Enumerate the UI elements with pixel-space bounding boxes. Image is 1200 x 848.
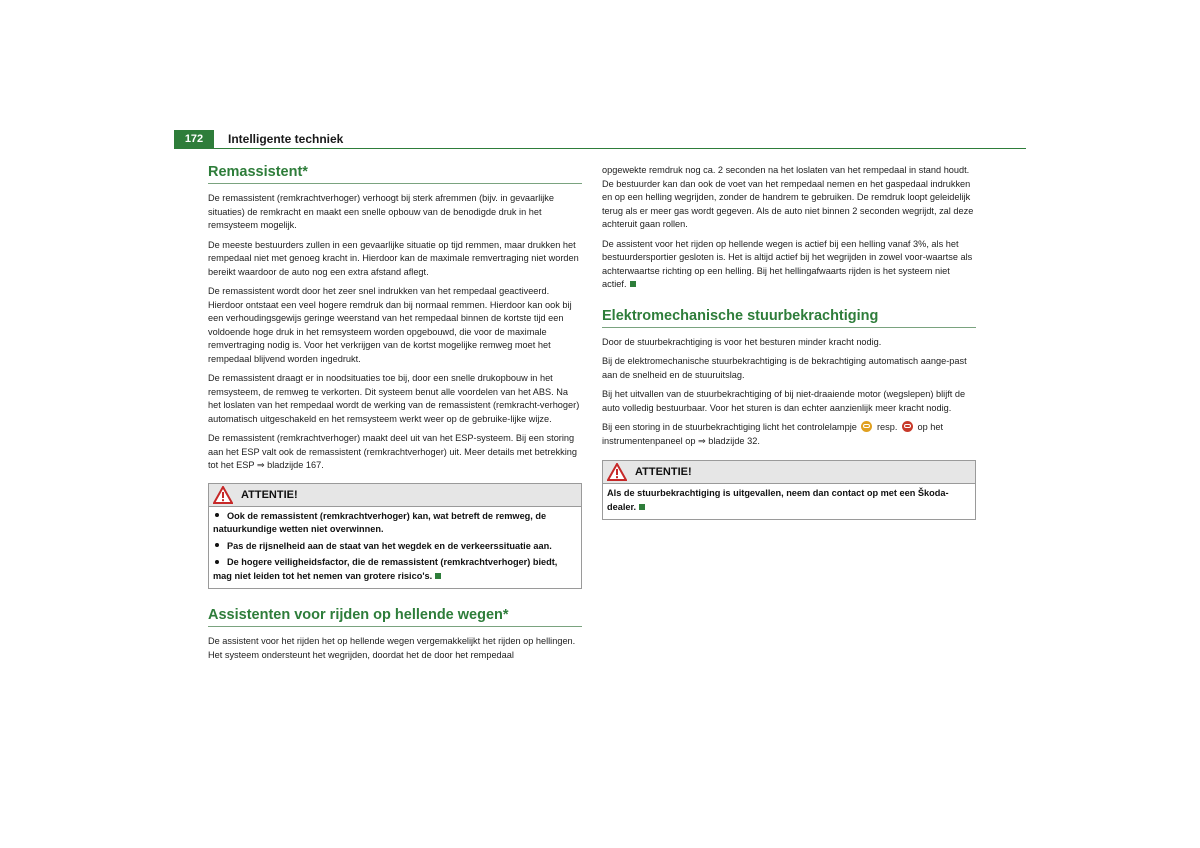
warning-item: Pas de rijsnelheid aan de staat van het wegdek en de verkeerssituatie aan. [213,540,577,554]
warning-item: Ook de remassistent (remkrachtverhoger) kan, wat betreft de remweg, de natuurkundige wetten niet overwinnen. [213,510,547,534]
left-column [208,164,582,668]
paragraph: Bij het uitvallen van de stuurbekrachtiging of bij niet-draaiende motor (wegslepen) blijft de auto volledig bestuurbaar. Voor het sturen is dan echter aanzienlijk meer kracht nodig. [602,389,966,413]
steering-warning-yellow-icon [861,421,872,432]
warning-text: Als de stuurbekrachtiging is uitgevallen, neem dan contact op met een Škoda-dealer. [607,488,949,512]
paragraph: opgewekte remdruk nog ca. 2 seconden na het loslaten van het rempedaal in stand houdt. De bestuurder kan dan ook de voet van het rempedaal nemen en het gaspedaal indrukken en op een helling wegrijden, zonder de handrem te gebruiken. De remdruk loopt geleidelijk terug als er meer gas wordt gegeven. Als de auto niet binnen 2 seconden wegrijdt, zal deze achteruit gaan rollen. [602,165,974,229]
header-divider [174,148,1026,149]
warning-triangle-icon [607,463,627,481]
bullet-icon [215,560,219,564]
paragraph: De meeste bestuurders zullen in een gevaarlijke situatie op tijd remmen, maar drukken het rempedaal niet met genoeg kracht in. Hierdoor kan de maximale remvertraging niet worden bereikt waardoor de auto nog een extra afstand aflegt. [208,239,579,277]
paragraph: Door de stuurbekrachtiging is voor het besturen minder kracht nodig. [602,336,882,347]
warning-label: ATTENTIE! [241,488,298,501]
running-title: Intelligente techniek [228,132,344,146]
end-of-section-icon [435,573,441,579]
page-number: 172 [174,130,214,148]
paragraph: De assistent voor het rijden het op hellende wegen vergemakkelijkt het rijden op hellingen. Het systeem ondersteunt het wegrijden, doordat het de door het rempedaal [208,636,576,660]
warning-label: ATTENTIE! [635,466,692,478]
warning-box [208,483,582,590]
paragraph: De remassistent (remkrachtverhoger) maakt deel uit van het ESP-systeem. Bij een storing aan het ESP valt ook de remassistent (remkrachtverhoger) uit. Meer details met betrekking tot het ESP ⇒ bladzijde 167. [208,433,578,470]
section-title-remassistent: Remassistent* [208,164,582,184]
paragraph: De remassistent (remkrachtverhoger) verhoogt bij sterk afremmen (bijv. in gevaarlijke situaties) de remkracht en maakt een snelle opbouw van de benodigde druk in het remsysteem mogelijk. [208,193,555,230]
section-title-steering: Elektromechanische stuurbekrachtiging [602,308,976,328]
warning-body [603,484,975,519]
paragraph: De assistent voor het rijden op hellende wegen is actief bij een helling vanaf 3%, als het bestuurdersportier gesloten is. Het is altijd actief bij het wegrijden in zowel voor-waartse als achterwaartse richting op een helling. Bij het hellingafwaarts rijden is het systeem niet actief. [602,238,973,289]
paragraph: Bij de elektromechanische stuurbekrachtiging is de bekrachtiging automatisch aange-past aan de snelheid en de stuuruitslag. [602,356,967,380]
bullet-icon [215,513,219,517]
bullet-icon [215,543,219,547]
warning-header [603,461,975,484]
paragraph-lamp: Bij een storing in de stuurbekrachtiging licht het controlelampje resp. op het instrumentenpaneel op ⇒ bladzijde 32. [602,422,944,446]
warning-header [209,484,581,507]
paragraph: De remassistent wordt door het zeer snel indrukken van het rempedaal geactiveerd. Hierdoor ontstaat een veel hogere remdruk dan bij normaal remmen. Hierdoor kan ook bij een verhoudingsgewijs geringe weerstand van het rempedaal binnen de kortste tijd een voldoende hoge druk in het remsysteem worden opgebouwd, die voor de maximale remvertraging nodig is. Voor het verkrijgen van de kortst mogelijke remweg moet het rempedaal blijvend worden ingedrukt. [208,286,572,364]
warning-box [602,460,976,520]
end-of-section-icon [630,281,636,287]
warning-item: De hogere veiligheidsfactor, die de remassistent (remkrachtverhoger) biedt, mag niet leiden tot het nemen van grotere risico's. [213,557,558,581]
section-title-hill-assist: Assistenten voor rijden op hellende wegen* [208,607,582,627]
paragraph: De remassistent draagt er in noodsituaties toe bij, door een snelle drukopbouw in het remsysteem, de remweg te verkorten. Dit systeem benut alle voordelen van het ABS. Na het loslaten van het rempedaal wordt de werking van de remassistent (remkracht-verhoger) automatisch uitgeschakeld en het remsysteem werkt weer op de gebruike-lijke wijze. [208,373,580,424]
right-column [602,164,976,538]
warning-body [209,507,581,589]
steering-warning-red-icon [902,421,913,432]
warning-triangle-icon [213,486,233,504]
end-of-section-icon [639,504,645,510]
